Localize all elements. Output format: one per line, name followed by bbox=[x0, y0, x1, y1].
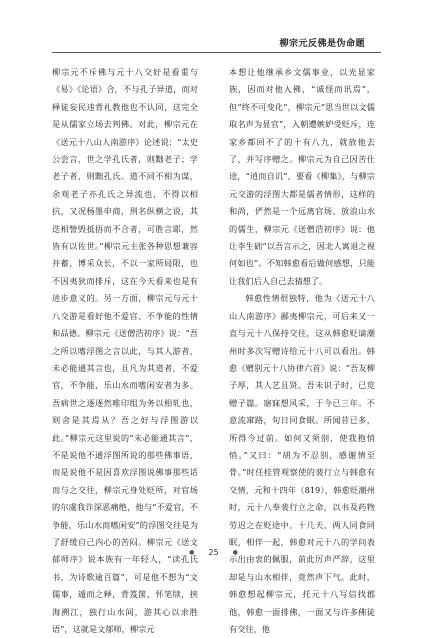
footer-dot-right: ● bbox=[232, 549, 238, 556]
paragraph: 本想让他继承乡文儒事业，以光显家族，因而对他入佛，“诚怪而讯焉”，但“终不可变化”，柳宗元“思当世以文儒取名声为显官”，入朝遭嫉妒受贬斥，连家乡都回不了的十有八九，就放他去了，并写序赠之。柳宗元为自己因苦仕途，“逍而自讥”，要看《柳集》，与柳宗元交游的浮图大都是儒者情形，这样的和尚，俨然是一个远离官场、放浪山水的儒生，柳宗元《送僧浩初序》说：他让李生础“以吾言示之，因北人寓退之视何如也”。不知韩愈看后做何感想，只能让我们后人自己去猜想了。 bbox=[229, 67, 375, 286]
page-footer bbox=[0, 548, 427, 557]
paragraph: 柳宗元不斥佛与元十八交好是看重与《易》《论语》合，不与孔子异道，而对释徒妄民违背礼教他也不认同，这完全是从儒家立场去判佛。对此，柳宗元在《送元十八山人南游序》论述说：“太史公尝言，世之学孔氏者，则黜老子；学老子者，则黜孔氏。道不同不相为谋，余观老子亦孔氏之异流也，不得以相抗，又况杨墨申商，刑名纵横之说，其迭相訾毁抵捂而不合者，可胜言耶，然皆有以佐世。”柳宗元主张各种思想兼容并蓄，博采众长，不以一家所局限，也不因夷狄而排斥，这在今天看来也是有进步意义的。另一方面，柳宗元与元十八交游是看好他不爱官、不争能的性情和品德。柳宗元《送僧浩初序》说：“吾之所以嗜浮图之言以此，与其人游者，未必能通其言也，且凡为其道者，不爱官，不争能，乐山水而嗜闲安者为多。吾病世之逐逐然唯印组为务以相轧也，则舍是其焉从？吾之好与浮图游以此。”柳宗元这里说的“未必能通其言”，不是说他不通浮图所说的那些佛事语，而是说他不是因喜欢浮图说佛事那些话而与之交往，柳宗元身处贬所，对官场的尔虞我诈深恶痛绝，他与“不爱官，不争能，乐山水而嗜闲安”的浮图交往是为了舒缓自己内心的苦闷。柳宗元《送文郁师序》说本族有一年轻人，“读孔氏书，为诗歌逾百篇”，可是他不想为“文儒事，遁而之释，背笈箧，怀笔牍，挟海溯江，独行山水间，游其心以求胜语”，这就是文郁师，柳宗元 bbox=[52, 67, 198, 634]
running-header: 柳宗元反佛是伪命题 bbox=[279, 39, 365, 49]
footer-dot-left: ● bbox=[189, 549, 195, 556]
header-rule bbox=[52, 52, 381, 53]
paragraph: 韩愈性情很独特，他为《送元十八山人南游序》鄙夷柳宗元，可后来又一直与元十八保持交往，这从韩愈贬谪潮州时多次写赠诗给元十八可以看出。韩愈《赠别元十八协律六首》说：“吾友柳子厚，其人艺且贤。吾未识子时，已览赠子篇。寤寐想风采，于今已三年。不意流窜路，旬日同食眠。所闻昔已多，所得今过前。如何又须别，使我抱悄悄。”又曰：“胡为不忍别，感谢情至骨。”时任桂管观察使的裴行立与韩愈有交情，元和十四年（819），韩愈贬潮州时，元十八奉裴行立之命，以书及药物劳迟之在贬途中。十几天，两人同食同眠，相伴一起，韩愈对元十八的学问表示出由衷的佩服，前此厉声严辞，这里却是与山水相伴，竟然声下气。此时，韩愈想起柳宗元，托元十八写信找郡他，韩愈一面排佛，一面又与许多佛徒有交往，他 bbox=[229, 293, 375, 634]
page-number: 25 bbox=[208, 548, 219, 557]
